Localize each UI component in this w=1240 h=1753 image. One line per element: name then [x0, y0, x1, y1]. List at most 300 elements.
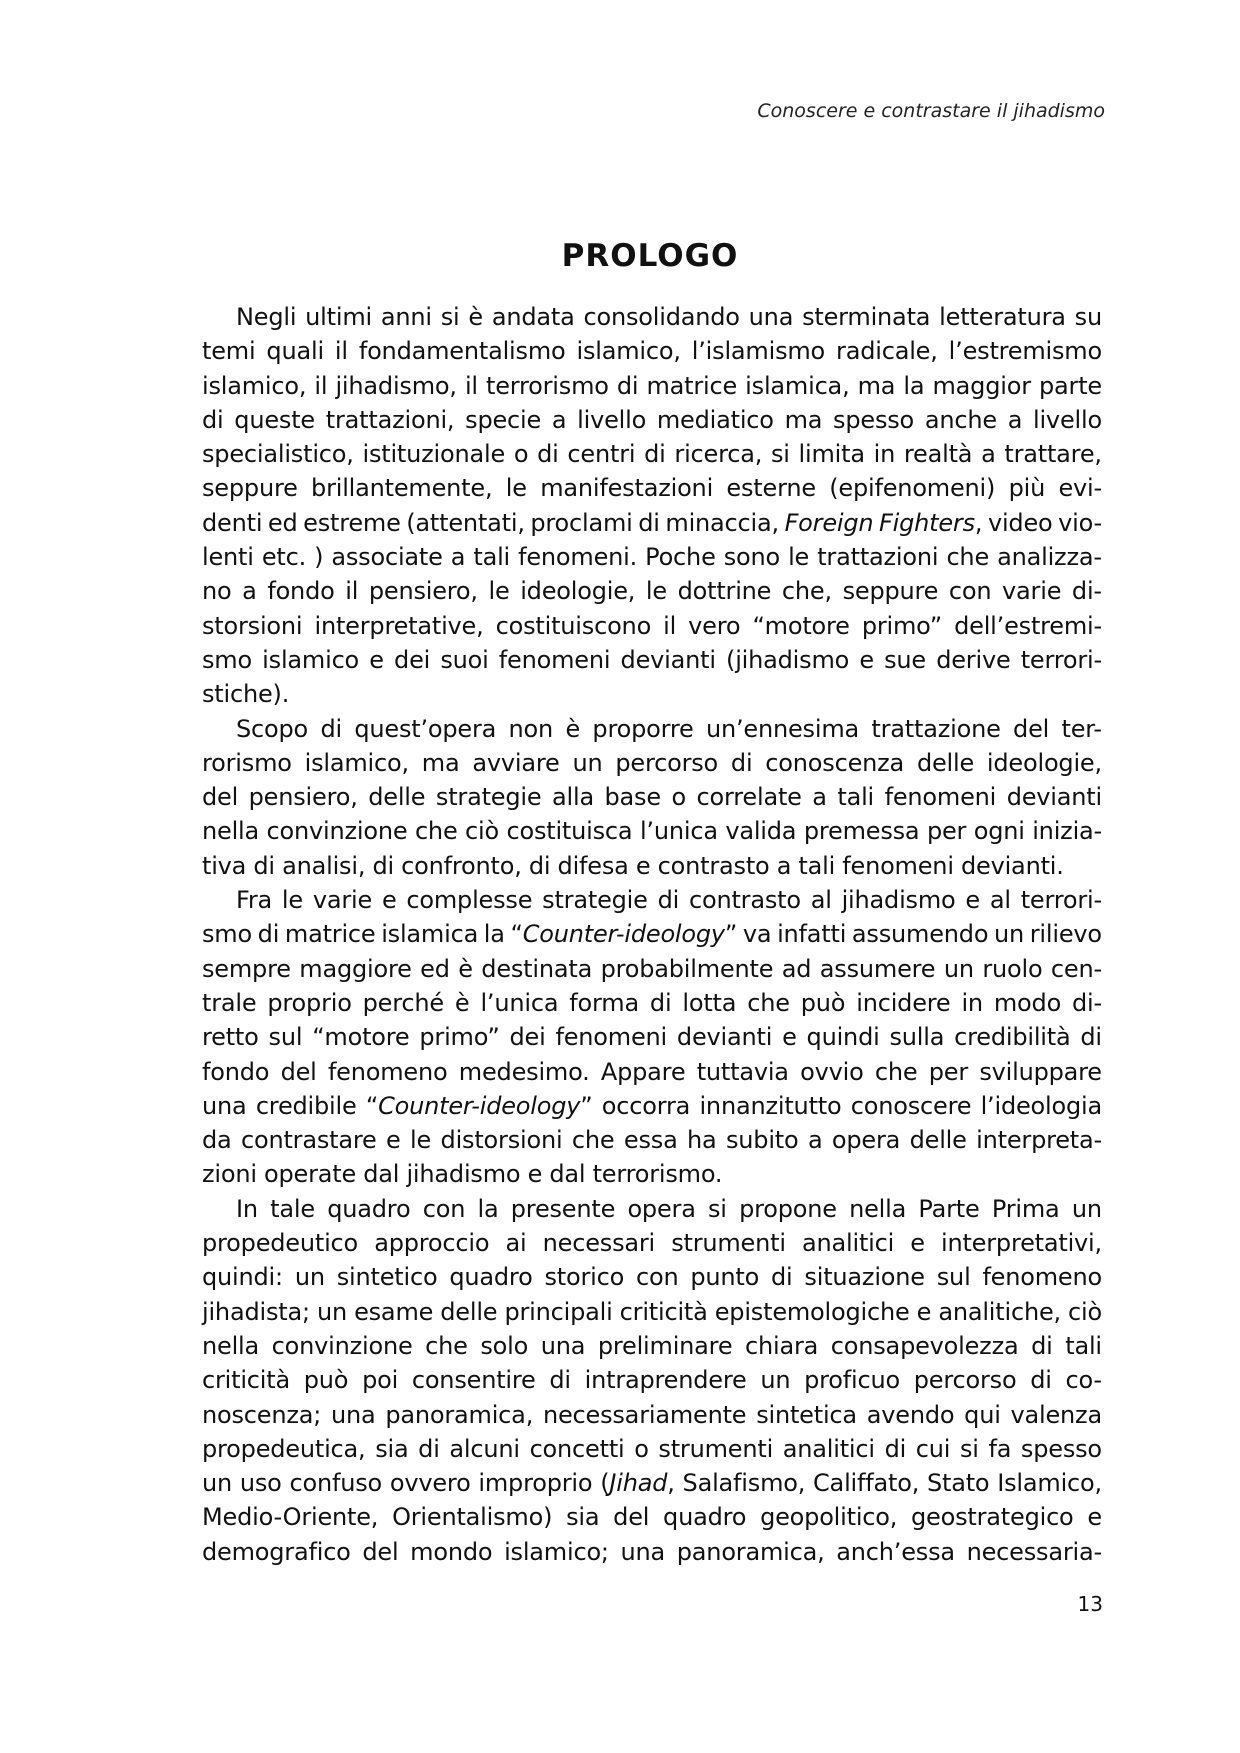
word: a [551, 405, 567, 434]
word: (attentati, [406, 508, 525, 537]
word: un [316, 1297, 347, 1326]
word: conoscere [850, 1091, 972, 1120]
word: correlate [696, 783, 802, 812]
text-line [202, 1260, 1102, 1294]
word: propedeutico [202, 1229, 359, 1258]
word: dell’estremi- [954, 611, 1102, 640]
word: che [946, 543, 990, 572]
word: quindi [806, 1023, 880, 1052]
word: geostrategico [911, 1503, 1074, 1532]
word: poi [362, 1366, 399, 1395]
word: esterne [726, 474, 816, 503]
word: lotta [682, 988, 737, 1017]
word: nella [202, 817, 260, 846]
word: terrori- [1020, 886, 1102, 915]
word: qui [964, 1400, 1001, 1429]
word: a [981, 440, 996, 469]
text-line [202, 1398, 1102, 1432]
word: centri [567, 440, 636, 469]
word: una [748, 303, 794, 331]
word: modo [993, 988, 1062, 1017]
word: smo [202, 920, 252, 949]
word: fondo [267, 577, 335, 606]
word: andata [491, 303, 575, 331]
word: devianti. [960, 851, 1064, 880]
word: analitiche, [938, 1297, 1061, 1326]
word: Fighters, [879, 508, 983, 537]
word: concetti [529, 1434, 625, 1463]
word: a [812, 783, 827, 812]
word: Medio-Oriente, [202, 1503, 379, 1532]
text-line [202, 1192, 1102, 1226]
word: premessa [803, 817, 920, 846]
word: la [483, 920, 505, 949]
word: del [280, 1057, 317, 1086]
word: ter- [1061, 714, 1102, 743]
word: dottrine [677, 577, 772, 606]
word: Fra [236, 886, 273, 915]
word: di [644, 440, 666, 469]
word: seppure [842, 577, 939, 606]
word: islamica [381, 920, 479, 949]
word: punto [690, 1263, 760, 1292]
word: il [663, 611, 677, 640]
word: contrastare [240, 1126, 377, 1155]
word: trattazione [871, 714, 1001, 743]
word: percorso [913, 1366, 1017, 1395]
word: strategie [542, 886, 648, 915]
word: operate [264, 1160, 357, 1189]
word: livello [577, 405, 647, 434]
word: contrasto [657, 851, 770, 880]
word: panoramica, [385, 1400, 534, 1429]
word: e [635, 851, 651, 880]
word: islamico; [504, 1537, 609, 1566]
word: è [565, 714, 581, 743]
word: tale [270, 1194, 315, 1223]
word: necessariamente [542, 1400, 747, 1429]
word: nella [202, 1331, 260, 1360]
text-line [202, 849, 1102, 883]
word: livello [1033, 405, 1102, 434]
text-line [202, 986, 1102, 1020]
word: si [959, 1434, 979, 1463]
word: ciò [465, 817, 499, 846]
word: base [604, 783, 661, 812]
word: alla [552, 783, 594, 812]
word: quest’opera [354, 714, 497, 743]
word: ma [857, 371, 896, 400]
text-line [202, 952, 1102, 986]
word: stiche). [202, 680, 290, 709]
word: smo [202, 645, 252, 674]
word: Scopo [236, 714, 309, 743]
word: solo [480, 1331, 529, 1360]
word: opera [831, 1126, 901, 1155]
word: istituzionale [362, 440, 506, 469]
word: di [549, 1366, 571, 1395]
word: Parte [918, 1194, 980, 1223]
word: demografico [202, 1537, 351, 1566]
word: che [414, 817, 458, 846]
word: vero [688, 611, 741, 640]
word: del [202, 783, 239, 812]
word: ha [687, 1126, 717, 1155]
word: e [1087, 1503, 1102, 1532]
word: credibile [255, 1091, 357, 1120]
word: fondo [202, 1057, 270, 1086]
word: le [505, 474, 527, 503]
word: medesimo. [458, 1057, 590, 1086]
word: e [782, 1023, 797, 1052]
running-head: Conoscere e contrastare il jihadismo [757, 100, 1105, 122]
word: principali [504, 1297, 613, 1326]
word: ruolo [982, 954, 1043, 983]
word: un [943, 954, 974, 983]
text-line [202, 1329, 1102, 1363]
word: proporre [592, 714, 694, 743]
word: che [874, 1057, 918, 1086]
word: delle [916, 748, 975, 777]
word: ma [421, 748, 460, 777]
word: e [527, 1160, 543, 1189]
word: trale [202, 988, 257, 1017]
word: un [760, 1366, 791, 1395]
word: (epifenomeni) [829, 474, 996, 503]
word: le [281, 886, 303, 915]
word: probabilmente [600, 954, 774, 983]
word: jihadismo, [335, 371, 457, 400]
word: convinzione [266, 817, 408, 846]
text-line [202, 1123, 1102, 1157]
word: complesse [406, 886, 533, 915]
word: Califfato, [813, 1469, 920, 1498]
word: difesa [557, 851, 629, 880]
word: Prima [991, 1194, 1060, 1223]
text-line [202, 917, 1102, 951]
word: radicale, [836, 337, 938, 366]
word: rilievo [1029, 920, 1102, 949]
word: realtà [903, 440, 973, 469]
word: una [330, 1400, 376, 1429]
word: delle [909, 1126, 967, 1155]
word: interpreta- [976, 1126, 1102, 1155]
word: le [788, 543, 810, 572]
word: il [334, 337, 348, 366]
word: Salafismo, [682, 1469, 806, 1498]
word: sempre [202, 954, 291, 983]
word: ) [314, 543, 324, 572]
word: di [320, 714, 342, 743]
word: specie [465, 405, 542, 434]
word: quindi: [202, 1263, 283, 1292]
word: a [1007, 405, 1023, 434]
word: delle [440, 1297, 498, 1326]
word: Appare [600, 1057, 686, 1086]
chapter-title: PROLOGO [561, 238, 739, 274]
word: trattare, [1004, 440, 1102, 469]
word: si [708, 1194, 727, 1223]
word: video [987, 508, 1053, 537]
word: lenti [202, 543, 254, 572]
word: Negli [236, 303, 297, 331]
word: tali [473, 543, 511, 572]
word: che [571, 1126, 615, 1155]
word: e [910, 1229, 925, 1258]
word: tali [798, 851, 836, 880]
text-line [202, 1089, 1102, 1123]
word: consapevolezza [830, 1331, 1019, 1360]
word: interpretative, [314, 611, 484, 640]
word: quadro [449, 1263, 533, 1292]
word: può [303, 1366, 349, 1395]
word: ovvio [800, 1057, 864, 1086]
word: per [926, 817, 967, 846]
word: la [477, 1194, 499, 1223]
word: di [537, 440, 559, 469]
word: Stato [926, 1469, 990, 1498]
word: fenomeno [327, 1057, 448, 1086]
word: che [747, 988, 790, 1017]
word: specialistico, [202, 440, 354, 469]
text-line [202, 1500, 1102, 1534]
word: le [488, 577, 510, 606]
word: analitici [782, 1434, 875, 1463]
text-line [202, 1535, 1102, 1569]
word: matrice [646, 371, 738, 400]
word: o [634, 1434, 649, 1463]
word: di [730, 748, 753, 777]
word: in [873, 440, 896, 469]
text-line [202, 1363, 1102, 1397]
word: tuttavia [696, 1057, 789, 1086]
word: noscenza; [202, 1400, 322, 1429]
word: avviare [472, 748, 560, 777]
word: primo” [419, 1023, 500, 1052]
word: a [807, 1126, 823, 1155]
word: dei [509, 1023, 546, 1052]
text-line [202, 300, 1102, 334]
word: perché [362, 988, 444, 1017]
word: contrasto [688, 886, 801, 915]
word: mediatico [656, 405, 774, 434]
word: varie [1002, 577, 1062, 606]
word: limita [798, 440, 865, 469]
word: esame [354, 1297, 434, 1326]
word: un [202, 1469, 233, 1498]
word: percorso [615, 748, 719, 777]
word: matrice [284, 920, 376, 949]
word: un [294, 1263, 325, 1292]
word: “motore [312, 1023, 410, 1052]
word: ogni [973, 817, 1025, 846]
word: quali [266, 337, 324, 366]
word: fenomeni [555, 1023, 668, 1052]
word: da [202, 1126, 232, 1155]
word: che [425, 1331, 468, 1360]
word: sul [268, 1023, 303, 1052]
word: al [810, 886, 832, 915]
word: le [410, 1126, 432, 1155]
word: anch’essa [836, 1537, 955, 1566]
word: del [613, 1503, 650, 1532]
word: il [464, 371, 478, 400]
word: mondo [410, 1537, 493, 1566]
word: fenomeni [498, 645, 611, 674]
word: in [961, 988, 983, 1017]
word: In [236, 1194, 258, 1223]
word: anni [380, 303, 432, 331]
word: sterminata [802, 303, 931, 331]
word: manifestazioni [540, 474, 714, 503]
word: o [671, 783, 686, 812]
word: la [903, 371, 925, 400]
word: intraprendere [584, 1366, 747, 1395]
word: spesso [1020, 1434, 1102, 1463]
word: l’unica [480, 988, 559, 1017]
word: assumere [819, 954, 936, 983]
word: strumenti [658, 1434, 774, 1463]
word: islamico, [576, 337, 681, 366]
text-line [202, 1466, 1102, 1500]
word: islamico [262, 645, 360, 674]
word: proficuo [804, 1366, 900, 1395]
word: di [884, 1434, 907, 1463]
word: al [989, 886, 1011, 915]
word: tali [837, 783, 875, 812]
word: interpretativi, [940, 1229, 1102, 1258]
text-line [202, 780, 1102, 814]
word: di [1080, 1023, 1102, 1052]
word: con [422, 1194, 466, 1223]
word: è [458, 954, 473, 983]
word: ed [267, 508, 298, 537]
word: l’unica [639, 817, 718, 846]
word: l’estremismo [948, 337, 1102, 366]
word: approccio [374, 1229, 490, 1258]
word: convinzione [271, 1331, 413, 1360]
word: Foreign [784, 508, 874, 537]
word: di [1031, 1331, 1053, 1360]
word: criticità [202, 1366, 290, 1395]
word: jihadismo [406, 1160, 521, 1189]
word: estreme [303, 508, 401, 537]
word: ad [781, 954, 812, 983]
word: no [202, 577, 232, 606]
word: un [572, 748, 603, 777]
word: un’ennesima [705, 714, 860, 743]
word: a [776, 851, 792, 880]
text-line [202, 1055, 1102, 1089]
word: di [657, 886, 680, 915]
page-number: 13 [1077, 1592, 1103, 1616]
word: fenomeni [884, 783, 997, 812]
text-line [202, 334, 1102, 368]
word: di [372, 851, 394, 880]
word: sintetico [336, 1263, 438, 1292]
word: devianti [1006, 783, 1102, 812]
word: necessaria- [966, 1537, 1102, 1566]
word: uso [239, 1469, 282, 1498]
word: sviluppare [979, 1057, 1102, 1086]
word: preliminare [597, 1331, 733, 1360]
word: zioni [202, 1160, 257, 1189]
word: quadro [327, 1194, 411, 1223]
word: pensiero, [368, 577, 478, 606]
word: suoi [440, 645, 489, 674]
word: fondamentalismo [358, 337, 566, 366]
text-line [202, 1432, 1102, 1466]
text-line [202, 1157, 1102, 1191]
word: essa [623, 1126, 678, 1155]
word: ideologie, [986, 748, 1102, 777]
word: consentire [411, 1366, 536, 1395]
word: e [369, 645, 384, 674]
text-line [202, 883, 1102, 917]
word: l’ideologia [980, 1091, 1102, 1120]
word: inizia- [1032, 817, 1102, 846]
word: primo” [861, 611, 943, 640]
word: Orientalismo) [392, 1503, 553, 1532]
word: delle [368, 783, 426, 812]
word: consolidando [583, 303, 740, 331]
word: va [742, 920, 772, 949]
word: ovvero [389, 1469, 471, 1498]
word: di [528, 851, 551, 880]
word: il [314, 371, 328, 400]
word: Poche [645, 543, 716, 572]
text-line [202, 712, 1102, 746]
word: alcuni [449, 1434, 520, 1463]
text-line [202, 403, 1102, 437]
word: sintetica [756, 1400, 857, 1429]
word: sia [566, 1503, 600, 1532]
word: (jihadismo [726, 645, 850, 674]
word: ricerca, [674, 440, 763, 469]
word: forma [569, 988, 639, 1017]
text-line [202, 437, 1102, 471]
word: di [616, 371, 639, 400]
word: su [1074, 303, 1102, 331]
word: islamico, [202, 371, 307, 400]
word: opera [627, 1194, 696, 1223]
word: devianti [676, 1023, 773, 1052]
word: strumenti [671, 1229, 786, 1258]
word: minaccia, [665, 508, 779, 537]
word: sia [375, 1434, 409, 1463]
word: di- [1072, 988, 1102, 1017]
word: di- [1071, 577, 1102, 606]
word: distorsioni [440, 1126, 563, 1155]
word: fenomeni. [518, 543, 638, 572]
word: è [468, 303, 483, 331]
word: terrorismo. [592, 1160, 723, 1189]
word: di [649, 988, 672, 1017]
word: presente [510, 1194, 616, 1223]
word: queste [234, 405, 315, 434]
word: necessari [542, 1229, 656, 1258]
word: a [450, 543, 466, 572]
word: una [202, 1091, 247, 1120]
word: sono [723, 543, 781, 572]
word: del [1013, 714, 1050, 743]
word: proprio [267, 988, 352, 1017]
word: dal [549, 1160, 586, 1189]
word: dal [363, 1160, 400, 1189]
word: “Counter-ideology” [510, 920, 738, 949]
word: Islamico, [997, 1469, 1102, 1498]
word: jihadismo [841, 886, 956, 915]
